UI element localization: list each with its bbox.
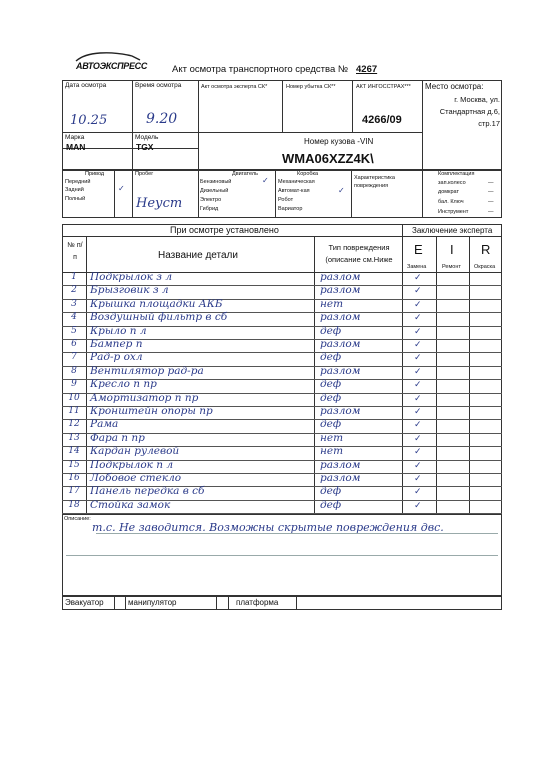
equipment-wrench-dash: — bbox=[488, 199, 494, 205]
row-number: 12 bbox=[68, 419, 80, 430]
time-value: 9.20 bbox=[146, 111, 178, 127]
table-row bbox=[62, 299, 502, 312]
row-part: Амортизатор п пр bbox=[90, 391, 199, 404]
equipment-label: Комплектация bbox=[438, 171, 475, 177]
row-damage: разлом bbox=[320, 458, 361, 471]
row-damage: нет bbox=[320, 431, 344, 444]
engine-label: Двигатель bbox=[232, 171, 258, 177]
row-part: Кардан рулевой bbox=[90, 445, 180, 458]
date-value: 10.25 bbox=[70, 113, 108, 128]
row-damage: разлом bbox=[320, 271, 361, 283]
col-e-header: E bbox=[414, 242, 423, 257]
row-part: Рама bbox=[90, 418, 119, 431]
row-damage: деф bbox=[320, 391, 342, 404]
table-row bbox=[62, 393, 502, 406]
col-i-sub: Ремонт bbox=[442, 264, 461, 270]
description-text: т.с. Не заводится. Возможны скрытые повреждения двс. bbox=[92, 521, 444, 534]
row-damage: разлом bbox=[320, 472, 361, 484]
row-damage: разлом bbox=[320, 311, 361, 324]
row-number: 15 bbox=[68, 459, 80, 470]
row-damage: деф bbox=[320, 324, 342, 337]
row-replace-check: ✓ bbox=[414, 380, 422, 391]
page-title: Акт осмотра транспортного средства № bbox=[172, 64, 349, 75]
row-damage: нет bbox=[320, 445, 344, 458]
expert-title: Заключение эксперта bbox=[412, 226, 493, 235]
evacuator-label: Эвакуатор bbox=[65, 598, 104, 607]
date-label: Дата осмотра bbox=[65, 82, 107, 89]
row-part: Вентилятор рад-ра bbox=[90, 364, 204, 377]
gearbox-manual: Механическая bbox=[278, 179, 315, 185]
row-damage: разлом bbox=[320, 284, 361, 297]
table-row bbox=[62, 473, 502, 486]
drive-rear: Задний bbox=[65, 187, 84, 193]
row-replace-check: ✓ bbox=[414, 340, 422, 350]
table-row bbox=[62, 285, 502, 298]
ingos-label: АКТ ИНГОССТРАХ*** bbox=[356, 84, 411, 90]
row-damage: деф bbox=[320, 378, 342, 391]
table-row bbox=[62, 446, 502, 459]
row-number: 10 bbox=[68, 392, 80, 403]
row-damage: нет bbox=[320, 297, 344, 310]
row-part: Воздушный фильтр в сб bbox=[90, 311, 228, 324]
drive-label: Привод bbox=[85, 171, 105, 177]
engine-diesel: Дизельный bbox=[200, 188, 229, 194]
row-damage: разлом bbox=[320, 364, 361, 377]
vin-value: WMA06XZZ4K\ bbox=[282, 151, 374, 166]
row-number: 11 bbox=[68, 406, 80, 416]
row-part: Бампер п bbox=[90, 338, 143, 350]
table-row bbox=[62, 419, 502, 432]
make-value: MAN bbox=[66, 142, 86, 152]
col-part-header: Название детали bbox=[158, 250, 238, 261]
damage-char-label: Характеристика повреждения bbox=[354, 175, 395, 189]
description-label: Описание: bbox=[64, 516, 91, 522]
time-label: Время осмотра bbox=[135, 82, 182, 89]
gearbox-check: ✓ bbox=[338, 186, 345, 195]
table-row bbox=[62, 366, 502, 379]
engine-petrol: Бензиновый bbox=[200, 179, 232, 185]
table-row bbox=[62, 460, 502, 473]
vin-label: Номер кузова -VIN bbox=[304, 137, 374, 146]
row-number: 8 bbox=[71, 365, 77, 376]
row-number: 1 bbox=[71, 272, 77, 282]
row-replace-check: ✓ bbox=[414, 366, 422, 377]
row-number: 4 bbox=[71, 312, 77, 323]
row-number: 14 bbox=[68, 446, 80, 457]
engine-check: ✓ bbox=[262, 176, 269, 185]
row-part: Крыло п л bbox=[90, 324, 147, 337]
logo bbox=[72, 52, 148, 74]
row-replace-check: ✓ bbox=[414, 460, 422, 471]
logo-text: АВТОЭКСПРЕСС bbox=[76, 61, 148, 71]
row-replace-check: ✓ bbox=[414, 447, 422, 458]
ingos-value: 4266/09 bbox=[362, 114, 402, 126]
row-replace-check: ✓ bbox=[414, 313, 422, 324]
row-damage: деф bbox=[320, 418, 342, 431]
row-replace-check: ✓ bbox=[414, 474, 422, 484]
row-part: Подкрылок п л bbox=[90, 458, 174, 471]
equipment-wrench: бал. Ключ bbox=[438, 199, 464, 205]
make-label: Марка bbox=[65, 134, 85, 141]
place-label: Место осмотра: bbox=[425, 82, 484, 91]
table-row bbox=[62, 272, 502, 285]
table-row bbox=[62, 433, 502, 446]
row-number: 9 bbox=[71, 379, 77, 390]
row-part: Брызговик з л bbox=[90, 284, 169, 297]
row-number: 3 bbox=[71, 298, 77, 309]
row-part: Подкрылок з л bbox=[90, 271, 173, 283]
table-row bbox=[62, 312, 502, 325]
row-part: Стойка замок bbox=[90, 498, 171, 511]
gearbox-label: Коробка bbox=[297, 171, 319, 177]
row-replace-check: ✓ bbox=[414, 286, 422, 297]
row-replace-check: ✓ bbox=[414, 407, 422, 417]
row-part: Фара п пр bbox=[90, 431, 145, 444]
table-row bbox=[62, 406, 502, 419]
row-part: Кронштейн опоры пр bbox=[90, 405, 213, 417]
drive-rear-check: ✓ bbox=[118, 184, 125, 193]
row-number: 13 bbox=[68, 432, 80, 443]
table-row bbox=[62, 326, 502, 339]
row-damage: разлом bbox=[320, 338, 361, 350]
engine-electro: Электро bbox=[200, 197, 222, 203]
row-number: 6 bbox=[71, 339, 77, 349]
col-e-sub: Замена bbox=[407, 264, 427, 270]
table-row bbox=[62, 486, 502, 499]
row-replace-check: ✓ bbox=[414, 299, 422, 310]
row-replace-check: ✓ bbox=[414, 420, 422, 431]
gearbox-robot: Робот bbox=[278, 197, 294, 203]
row-number: 16 bbox=[68, 473, 80, 483]
expert-label: Акт осмотра эксперта СК* bbox=[201, 84, 268, 90]
platform-label: платформа bbox=[236, 598, 279, 607]
row-replace-check: ✓ bbox=[414, 393, 422, 404]
loss-label: Номер убытка СК** bbox=[286, 84, 336, 90]
model-value: TGX bbox=[136, 142, 154, 152]
row-part: Крышка площадки АКБ bbox=[90, 297, 223, 310]
row-damage: деф bbox=[320, 485, 342, 498]
row-replace-check: ✓ bbox=[414, 326, 422, 337]
equipment-tools: Инструмент bbox=[438, 209, 469, 215]
model-label: Модель bbox=[135, 134, 159, 141]
row-number: 17 bbox=[68, 486, 80, 497]
engine-hybrid: Гибрид bbox=[200, 206, 219, 212]
row-part: Рад-р охл bbox=[90, 351, 143, 364]
equipment-jack-dash: — bbox=[488, 189, 494, 195]
table-row bbox=[62, 339, 502, 352]
row-number: 7 bbox=[71, 352, 77, 363]
table-row bbox=[62, 379, 502, 392]
equipment-spare: зап.колесо bbox=[438, 180, 466, 186]
section-title: При осмотре установлено bbox=[170, 225, 279, 235]
row-damage: деф bbox=[320, 498, 342, 511]
drive-full: Полный bbox=[65, 196, 86, 202]
col-i-header: I bbox=[450, 242, 454, 257]
place-value: г. Москва, ул. Стандартная д.6, стр.17 bbox=[439, 95, 500, 128]
row-number: 5 bbox=[71, 325, 77, 336]
mileage-value: Неуст bbox=[136, 196, 183, 211]
mileage-label: Пробег bbox=[135, 171, 154, 177]
row-replace-check: ✓ bbox=[414, 487, 422, 498]
row-number: 2 bbox=[71, 285, 77, 296]
row-replace-check: ✓ bbox=[414, 433, 422, 444]
row-part: Панель передка в сб bbox=[90, 485, 205, 498]
gearbox-variator: Вариатор bbox=[278, 206, 303, 212]
row-part: Лобовое стекло bbox=[90, 472, 182, 484]
row-damage: разлом bbox=[320, 405, 361, 417]
row-damage: деф bbox=[320, 351, 342, 364]
row-replace-check: ✓ bbox=[414, 500, 422, 511]
gearbox-auto: Автомат-кая bbox=[278, 188, 310, 194]
manipulator-label: манипулятор bbox=[128, 598, 177, 607]
row-part: Кресло п пр bbox=[90, 378, 157, 391]
equipment-spare-dash: — bbox=[488, 180, 494, 186]
col-r-header: R bbox=[481, 242, 491, 257]
col-damage-header: Тип повреждения (описание см.Ниже bbox=[325, 243, 393, 264]
col-r-sub: Окраска bbox=[474, 264, 496, 270]
row-replace-check: ✓ bbox=[414, 353, 422, 364]
col-num-header: № п/п bbox=[67, 242, 83, 261]
act-number: 4267 bbox=[356, 64, 378, 75]
equipment-jack: домкрат bbox=[438, 189, 459, 195]
equipment-tools-dash: — bbox=[488, 209, 494, 215]
drive-front: Передний bbox=[65, 179, 91, 185]
row-replace-check: ✓ bbox=[414, 273, 422, 283]
table-row bbox=[62, 500, 502, 513]
row-number: 18 bbox=[68, 499, 80, 510]
table-row bbox=[62, 352, 502, 365]
